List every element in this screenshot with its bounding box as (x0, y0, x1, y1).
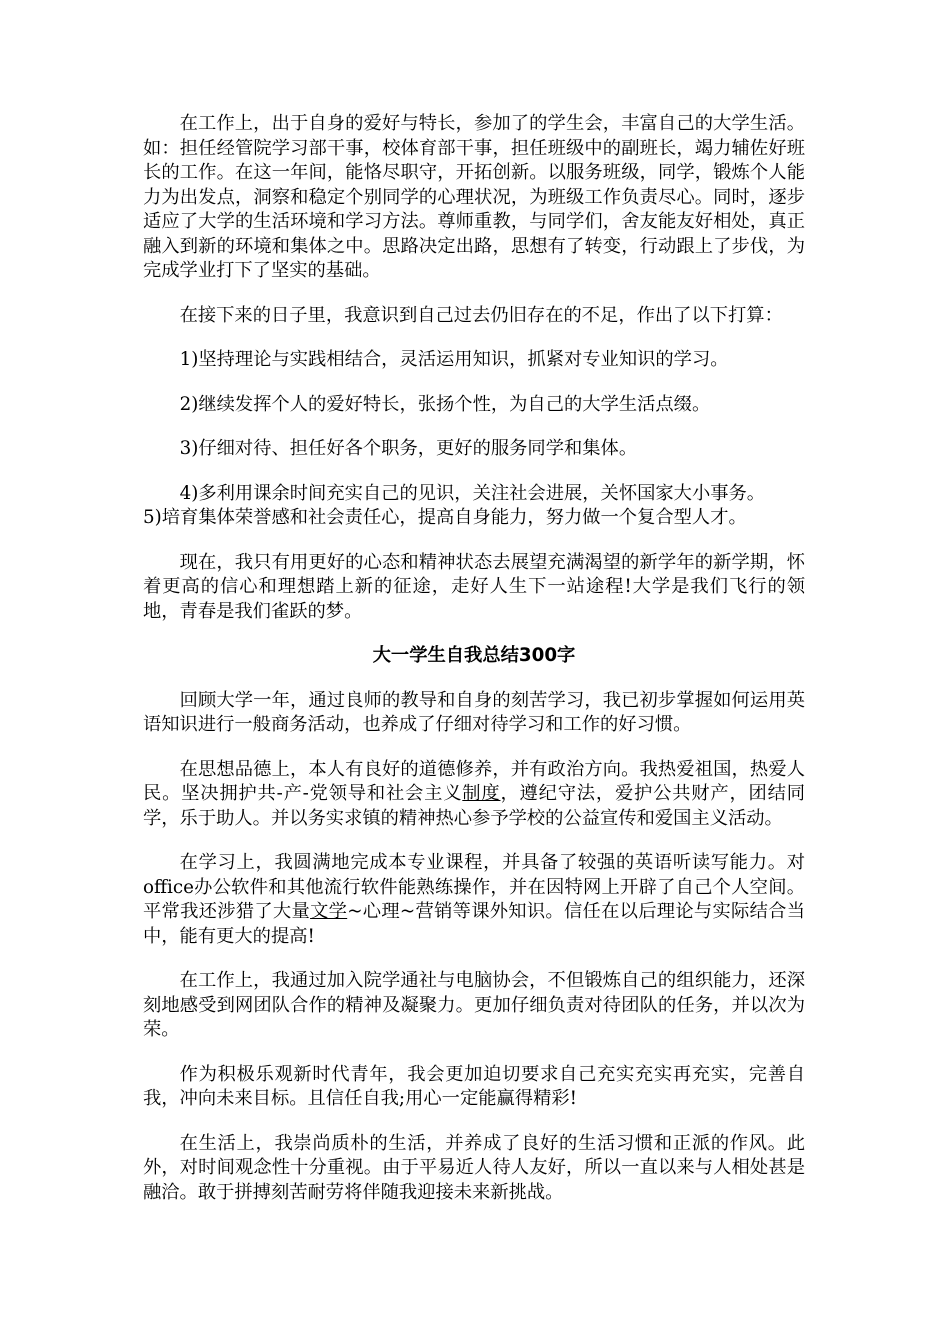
paragraph-moral (143, 758, 805, 832)
plan-items-4-5 (143, 482, 805, 531)
moral-link-system[interactable]: 制度 (462, 783, 501, 804)
moral-text-a: 在思想品德上，本人有良好的道德修养，并有政治方向。我热爱祖国，热爱人民。坚决拥护共-产-党领导和社会主义 (143, 758, 805, 804)
paragraph-study (143, 851, 805, 949)
moral-text-b: ，遵纪守法，爱护公共财产，团结同学，乐于助人。并以务实求镇的精神热心参予学校的公益宣传和爱国主义活动。 (143, 783, 806, 829)
plan-item-5: 5)培育集体荣誉感和社会责任心，提高自身能力，努力做一个复合型人才。 (143, 507, 747, 528)
plan-item-1: 1)坚持理论与实践相结合，灵活运用知识，抓紧对专业知识的学习。 (179, 349, 729, 370)
paragraph-life: 在生活上，我崇尚质朴的生活，并养成了良好的生活习惯和正派的作风。此外，对时间观念性十分重视。由于平易近人待人友好，所以一直以来与人相处甚是融洽。敢于拼搏刻苦耐劳将伴随我迎接未来新挑战。 (143, 1132, 805, 1203)
plan-item-2: 2)继续发挥个人的爱好特长，张扬个性，为自己的大学生活点缀。 (179, 393, 711, 415)
paragraph-youth: 作为积极乐观新时代青年，我会更加迫切要求自己充实充实再充实，完善自我，冲向未来目标。且信任自我;用心一定能赢得精彩! (143, 1063, 805, 1109)
plan-item-3: 3)仔细对待、担任好各个职务，更好的服务同学和集体。 (179, 438, 638, 459)
study-text-b: ~心理~营销等课外知识。信任在以后理论与实际结合当中，能有更大的提高! (143, 901, 806, 947)
paragraph-work-2: 在工作上，我通过加入院学通社与电脑协会，不但锻炼自己的组织能力，还深刻地感受到网团队合作的精神及凝聚力。更加仔细负责对待团队的任务，并以次为荣。 (143, 970, 805, 1040)
plan-item-4: 4)多利用课余时间充实自己的见识，关注社会进展，关怀国家大小事务。 (179, 482, 766, 504)
section-title: 大一学生自我总结300字 (372, 645, 576, 666)
study-text-a: 在学习上，我圆满地完成本专业课程，并具备了较强的英语听读写能力。对office办公软件和其他流行软件能熟练操作，并在因特网上开辟了自己个人空间。平常我还涉猎了大量 (143, 852, 805, 922)
paragraph-work: 在工作上，出于自身的爱好与特长，参加了的学生会，丰富自己的大学生活。如：担任经管院学习部干事，校体育部干事，担任班级中的副班长，竭力辅佐好班长的工作。在这一年间，能恪尽职守，开拓创新。以服务班级，同学，锻炼个人能力为出发点，洞察和稳定个别同学的心理状况，为班级工作负责尽心。同时，逐步适应了大学的生活环境和学习方法。尊师重教，与同学们，舍友能友好相处，真正融入到新的环境和集体之中。思路决定出路，思想有了转变，行动跟上了步伐，为完成学业打下了坚实的基础。 (143, 113, 805, 281)
paragraph-now: 现在，我只有用更好的心态和精神状态去展望充满渴望的新学年的新学期，怀着更高的信心和理想踏上新的征途，走好人生下一站途程!大学是我们飞行的领地，青春是我们雀跃的梦。 (143, 551, 805, 622)
study-link-literature[interactable]: 文学 (310, 901, 348, 922)
paragraph-review: 回顾大学一年，通过良师的教导和自身的刻苦学习，我已初步掌握如何运用英语知识进行一般商务活动，也养成了仔细对待学习和工作的好习惯。 (143, 689, 805, 735)
document-page (143, 112, 805, 1205)
paragraph-plan-intro: 在接下来的日子里，我意识到自己过去仍旧存在的不足，作出了以下打算： (179, 304, 783, 326)
